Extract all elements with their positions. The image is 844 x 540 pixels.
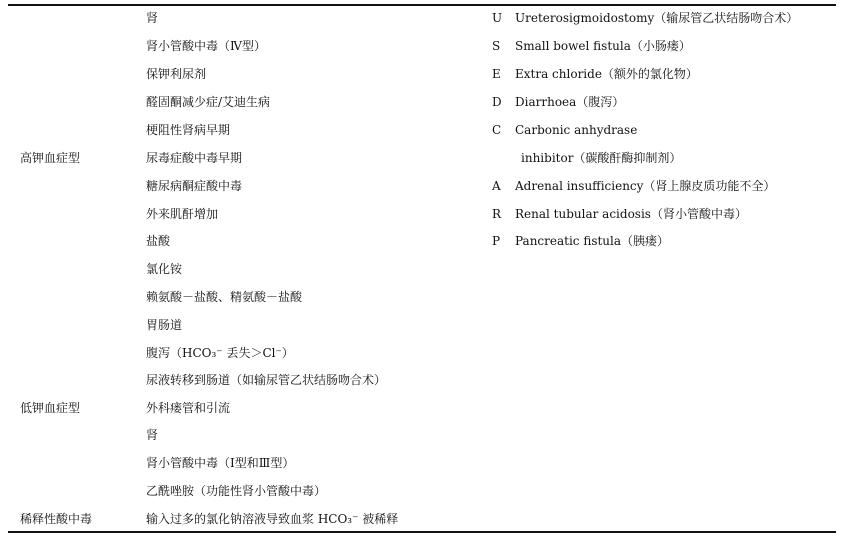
mnemonic-text: Diarrhoea（腹泻）	[515, 95, 625, 109]
cause-item: 氯化铵	[146, 262, 183, 276]
cause-item: 肾	[146, 11, 159, 25]
cause-item: 醛固酮减少症/艾迪生病	[146, 95, 271, 109]
cause-item: 肾	[146, 428, 159, 442]
cause-item: 保钾利尿剂	[146, 67, 207, 81]
category-hypokalemic: 低钾血症型	[20, 401, 81, 415]
table-top-rule	[8, 4, 836, 6]
mnemonic-letter: E	[492, 67, 501, 81]
cause-item: 外科瘘管和引流	[146, 401, 231, 415]
mnemonic-text: inhibitor（碳酸酐酶抑制剂）	[521, 151, 682, 165]
mnemonic-text: Ureterosigmoidostomy（输尿管乙状结肠吻合术）	[515, 11, 799, 25]
mnemonic-text: Renal tubular acidosis（肾小管酸中毒）	[515, 207, 747, 221]
cause-item: 盐酸	[146, 234, 171, 248]
cause-item: 乙酰唑胺（功能性肾小管酸中毒）	[146, 484, 327, 498]
mnemonic-letter: P	[492, 234, 501, 248]
cause-item: 肾小管酸中毒（Ⅳ型）	[146, 39, 266, 53]
category-dilutional: 稀释性酸中毒	[20, 512, 93, 526]
cause-item: 肾小管酸中毒（Ⅰ型和Ⅲ型）	[146, 456, 295, 470]
mnemonic-text: Carbonic anhydrase	[515, 123, 638, 137]
cause-item: 糖尿病酮症酸中毒	[146, 179, 243, 193]
mnemonic-text: Pancreatic fistula（胰瘘）	[515, 234, 670, 248]
cause-item: 外来肌酐增加	[146, 207, 219, 221]
cause-item: 输入过多的氯化钠溶液导致血浆 HCO₃⁻ 被稀释	[146, 512, 399, 526]
mnemonic-letter: S	[492, 39, 501, 53]
mnemonic-text: Adrenal insufficiency（肾上腺皮质功能不全）	[515, 179, 776, 193]
cause-item: 梗阻性肾病早期	[146, 123, 231, 137]
cause-item: 胃肠道	[146, 318, 183, 332]
category-hyperkalemic: 高钾血症型	[20, 151, 81, 165]
mnemonic-letter: D	[492, 95, 502, 109]
mnemonic-text: Extra chloride（额外的氯化物）	[515, 67, 698, 81]
cause-item: 尿液转移到肠道（如输尿管乙状结肠吻合术）	[146, 373, 387, 387]
table-bottom-rule	[8, 531, 836, 533]
mnemonic-letter: A	[492, 179, 501, 193]
cause-item: 腹泻（HCO₃⁻ 丢失＞Cl⁻）	[146, 346, 294, 360]
cause-item: 赖氨酸－盐酸、精氨酸－盐酸	[146, 290, 303, 304]
mnemonic-text: Small bowel fistula（小肠瘘）	[515, 39, 691, 53]
mnemonic-letter: C	[492, 123, 502, 137]
mnemonic-letter: R	[492, 207, 502, 221]
cause-item: 尿毒症酸中毒早期	[146, 151, 243, 165]
mnemonic-letter: U	[492, 11, 503, 25]
